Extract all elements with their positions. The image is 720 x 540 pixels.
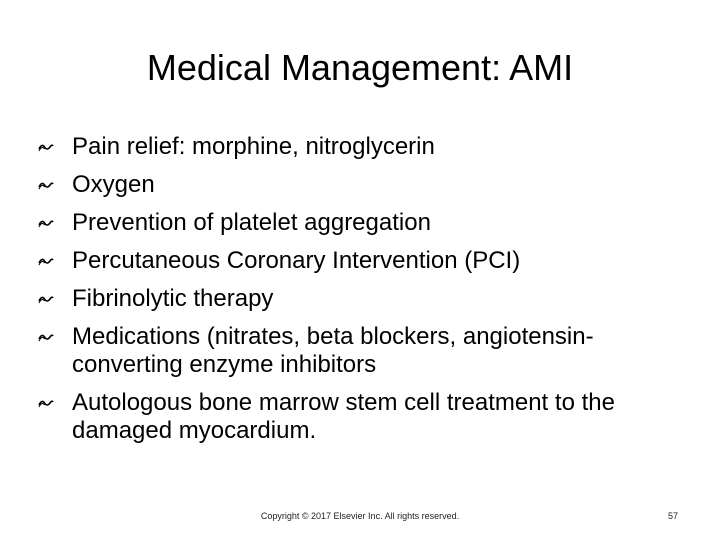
wave-bullet-icon [38,294,54,304]
wave-bullet-icon [38,218,54,228]
wave-bullet-icon [38,398,54,408]
bullet-item [38,285,678,313]
bullet-text: Percutaneous Coronary Intervention (PCI) [72,247,521,274]
wave-bullet-icon [38,332,54,342]
bullet-text: Prevention of platelet aggregation [72,209,431,236]
bullet-text: Pain relief: morphine, nitroglycerin [72,133,435,160]
bullet-text: Fibrinolytic therapy [72,285,274,312]
bullet-item [38,247,678,275]
page-number: 57 [667,511,678,521]
bullet-text: Medications (nitrates, beta blockers, angiotensin-converting enzyme inhibitors [72,323,594,378]
bullet-text: Oxygen [72,171,155,198]
bullet-item [38,389,678,445]
wave-bullet-icon [38,180,54,190]
bullet-item [38,133,678,161]
bullet-text: Autologous bone marrow stem cell treatment to the damaged myocardium. [72,389,615,444]
bullet-item [38,323,678,379]
bullet-item [38,209,678,237]
bullet-list [38,133,678,455]
slide-title: Medical Management: AMI [146,47,574,88]
wave-bullet-icon [38,142,54,152]
wave-bullet-icon [38,256,54,266]
bullet-item [38,171,678,199]
copyright-notice: Copyright © 2017 Elsevier Inc. All rights reserved. [260,511,460,521]
